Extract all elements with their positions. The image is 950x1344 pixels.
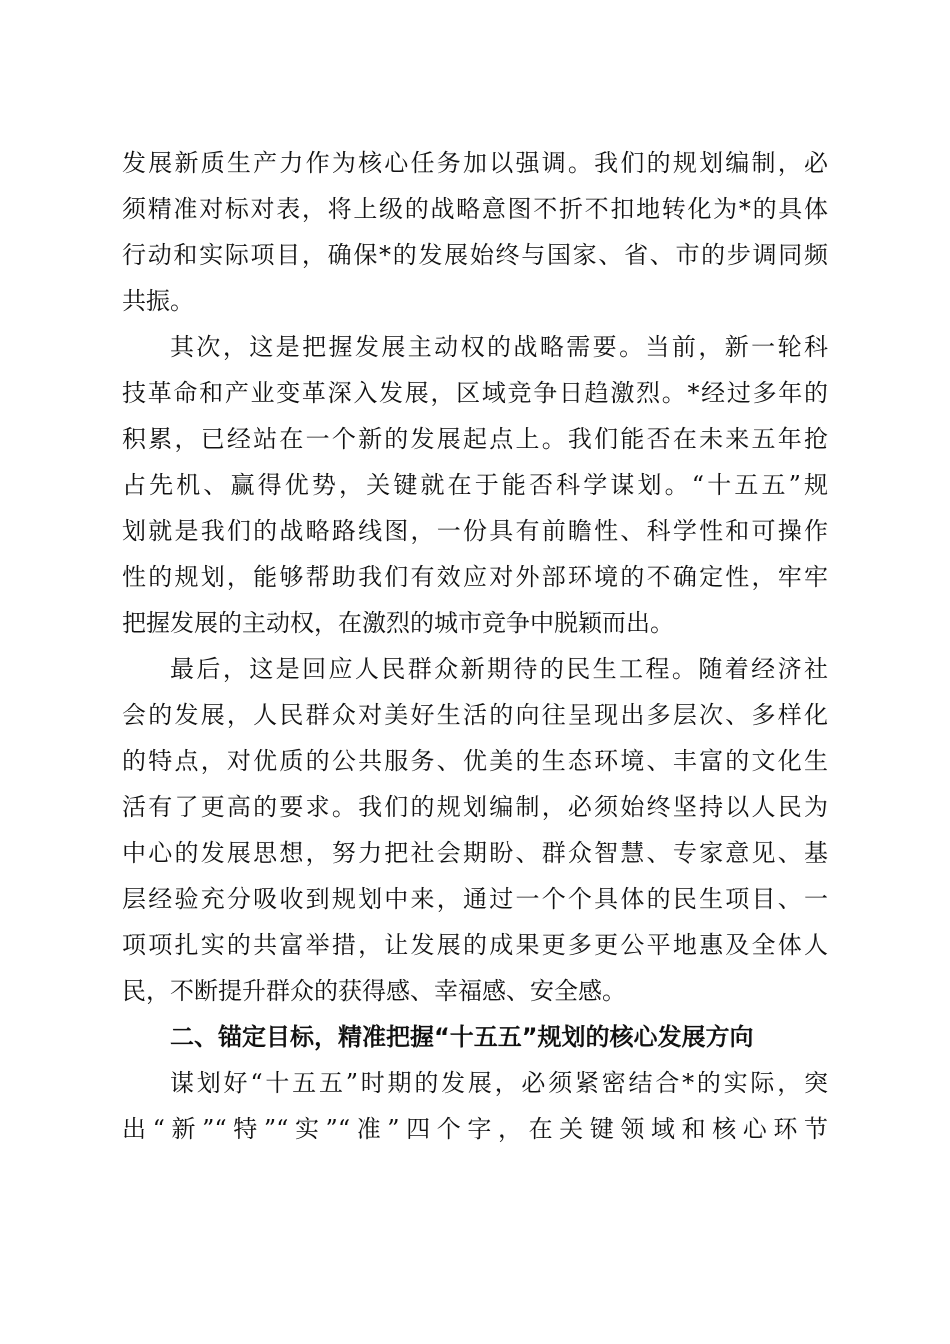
paragraph-section-intro: [122, 1060, 828, 1152]
text-line: 积累，已经站在一个新的发展起点上。我们能否在未来五年抢: [122, 425, 828, 453]
text-line: 民，不断提升群众的获得感、幸福感、安全感。: [122, 977, 626, 1005]
text-line: 把握发展的主动权，在激烈的城市竞争中脱颖而出。: [122, 609, 674, 637]
text-line: 项项扎实的共富举措，让发展的成果更多更公平地惠及全体人: [122, 931, 828, 959]
text-line: 发展新质生产力作为核心任务加以强调。我们的规划编制，必: [122, 149, 828, 177]
text-line: 划就是我们的战略路线图，一份具有前瞻性、科学性和可操作: [122, 517, 828, 545]
paragraph-continuation: [122, 140, 828, 324]
text-line: 会的发展，人民群众对美好生活的向往呈现出多层次、多样化: [122, 701, 828, 729]
paragraph-livelihood: [122, 646, 828, 1014]
text-line: 共振。: [122, 287, 194, 315]
paragraph-strategic-need: [122, 324, 828, 646]
text-line: 出“新”“特”“实”“准”四个字，在关键领域和核心环节: [122, 1115, 828, 1143]
text-line: 其次，这是把握发展主动权的战略需要。当前，新一轮科: [170, 333, 828, 361]
text-line: 谋划好“十五五”时期的发展，必须紧密结合*的实际，突: [170, 1069, 828, 1097]
text-line: 须精准对标对表，将上级的战略意图不折不扣地转化为*的具体: [122, 195, 828, 223]
section-heading: 二、锚定目标，精准把握“十五五”规划的核心发展方向: [170, 1023, 754, 1051]
text-line: 技革命和产业变革深入发展，区域竞争日趋激烈。*经过多年的: [122, 379, 828, 407]
text-line: 层经验充分吸收到规划中来，通过一个个具体的民生项目、一: [122, 885, 828, 913]
text-line: 最后，这是回应人民群众新期待的民生工程。随着经济社: [170, 655, 828, 683]
text-line: 活有了更高的要求。我们的规划编制，必须始终坚持以人民为: [122, 793, 828, 821]
text-line: 的特点，对优质的公共服务、优美的生态环境、丰富的文化生: [122, 747, 828, 775]
text-line: 行动和实际项目，确保*的发展始终与国家、省、市的步调同频: [122, 241, 828, 269]
text-line: 中心的发展思想，努力把社会期盼、群众智慧、专家意见、基: [122, 839, 828, 867]
text-line: 性的规划，能够帮助我们有效应对外部环境的不确定性，牢牢: [122, 563, 828, 591]
text-line: 占先机、赢得优势，关键就在于能否科学谋划。“十五五”规: [122, 471, 828, 499]
document-page: [122, 140, 828, 1152]
